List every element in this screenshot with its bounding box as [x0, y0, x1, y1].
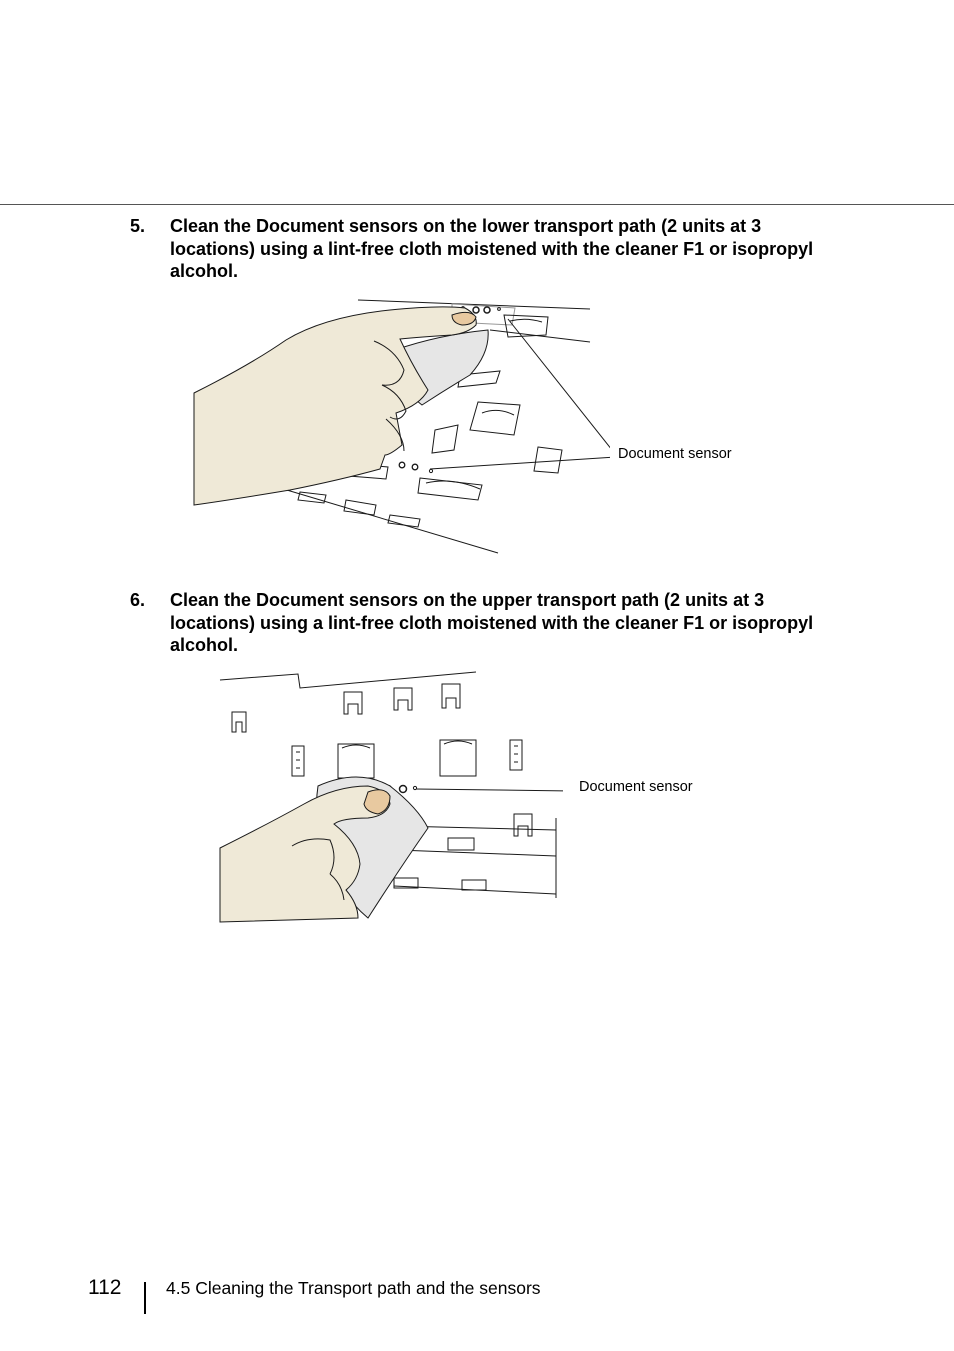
- step-text: Clean the Document sensors on the upper transport path (2 units at 3 locations) using a lint-free cloth moistened with the cleaner F1 or isopropyl alcohol.: [170, 590, 814, 655]
- footer-divider: [144, 1282, 146, 1314]
- step-number: 5.: [130, 216, 146, 236]
- step-number: 6.: [130, 590, 146, 610]
- header-rule: [0, 204, 954, 205]
- section-title: 4.5 Cleaning the Transport path and the sensors: [166, 1278, 541, 1298]
- upper-transport-path-illustration: [218, 668, 563, 926]
- step-text: Clean the Document sensors on the lower transport path (2 units at 3 locations) using a lint-free cloth moistened with the cleaner F1 or isopropyl alcohol.: [170, 216, 814, 281]
- document-sensor-callout: Document sensor: [579, 779, 693, 795]
- document-sensor-callout: Document sensor: [618, 446, 732, 462]
- page-number: 112: [88, 1276, 122, 1299]
- lower-transport-path-illustration: [190, 295, 610, 560]
